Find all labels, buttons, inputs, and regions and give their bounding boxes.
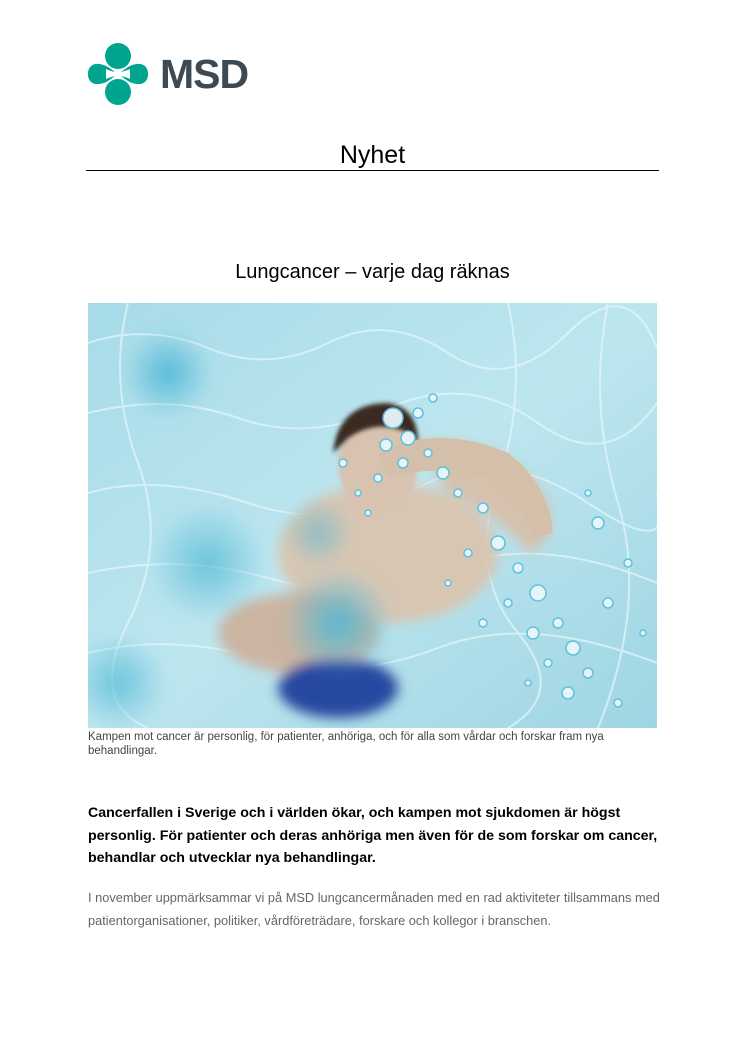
article-lead-paragraph: Cancerfallen i Sverige och i världen ökar, och kampen mot sjukdomen är högst personlig. För patienter och deras anhöriga men även för de som forskar om cancer, behandlar och utvecklar nya behandlingar. xyxy=(88,805,658,866)
document-type-label: Nyhet xyxy=(339,141,406,169)
photo-caption: Kampen mot cancer är personlig, för patienter, anhöriga, och för alla som vårdar och forskar fram nya behandlingar. xyxy=(88,731,604,757)
msd-logo xyxy=(86,42,256,108)
article-headline: Lungcancer – varje dag räknas xyxy=(235,261,510,283)
msd-logo-mark xyxy=(86,42,150,106)
article-body-paragraph: I november uppmärksammar vi på MSD lungcancermånaden med en rad aktiviteter tillsammans med patientorganisationer, politiker, vårdföreträdare, forskare och kollegor i branschen. xyxy=(88,890,660,928)
underwater-swimmer-photo xyxy=(88,303,657,728)
header-divider xyxy=(86,170,659,171)
msd-logo-text: MSD xyxy=(160,51,249,97)
